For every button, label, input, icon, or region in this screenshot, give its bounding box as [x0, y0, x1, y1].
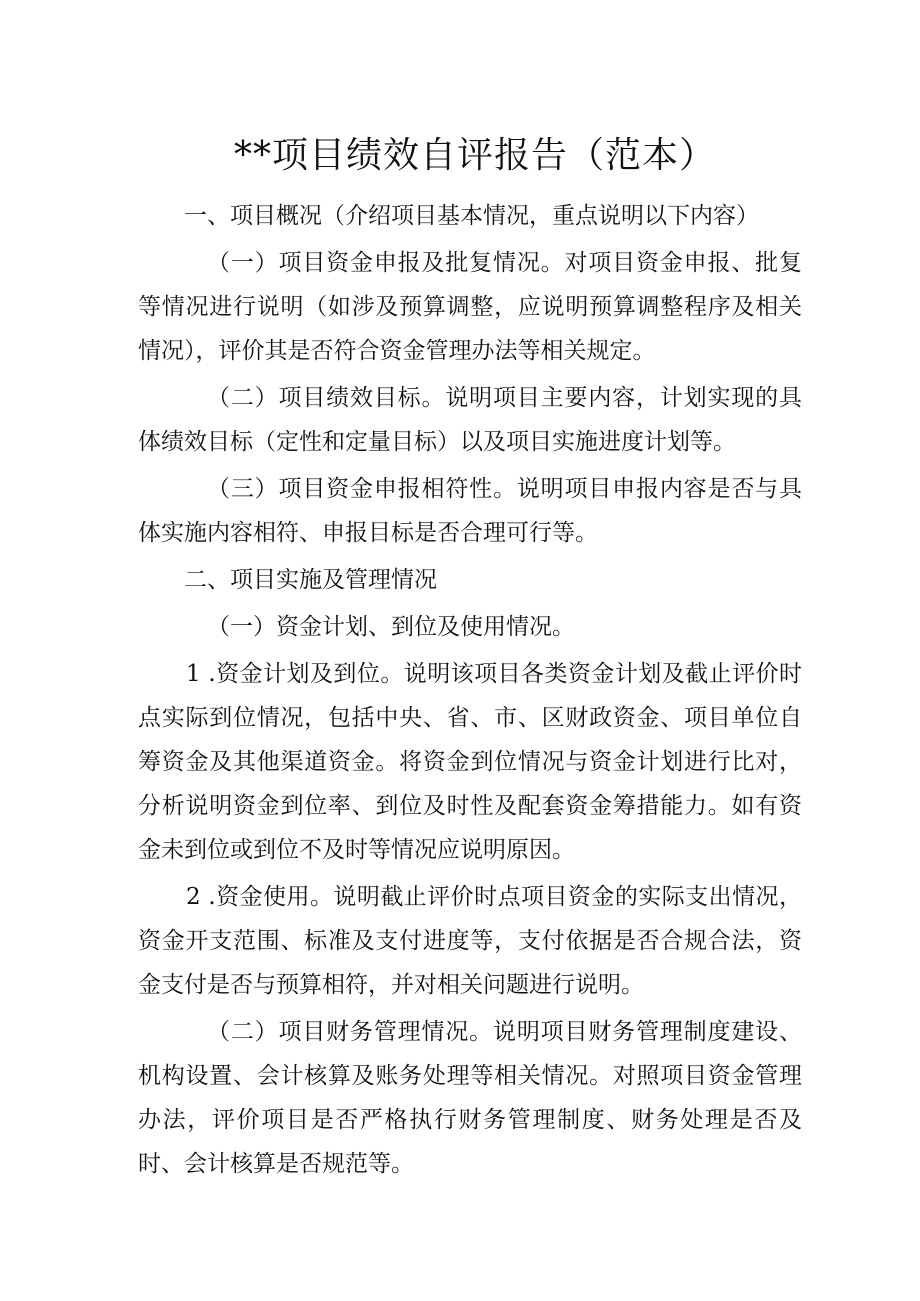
paragraph-fund-plan-arrival: 1 .资金计划及到位。说明该项目各类资金计划及截止评价时点实际到位情况，包括中央、省、市、区财政资金、项目单位自筹资金及其他渠道资金。将资金到位情况与资金计划进行比对，分析说明资金到位率、到位及时性及配套资金筹措能力。如有资金未到位或到位不及时等情况应说明原因。 [138, 661, 802, 863]
subheading-fund-plan: （一）资金计划、到位及使用情况。 [207, 614, 575, 640]
section-heading-overview: 一、项目概况（介绍项目基本情况，重点说明以下内容） [184, 203, 759, 229]
paragraph-application-consistency: （三）项目资金申报相符性。说明项目申报内容是否与具体实施内容相符、申报目标是否合理可行等。 [138, 476, 802, 546]
paragraph-financial-management: （二）项目财务管理情况。说明项目财务管理制度建设、机构设置、会计核算及账务处理等相关情况。对照项目资金管理办法，评价项目是否严格执行财务管理制度、财务处理是否及时、会计核算是否规范等。 [138, 1019, 802, 1177]
paragraph-funding-approval: （一）项目资金申报及批复情况。对项目资金申报、批复等情况进行说明（如涉及预算调整，应说明预算调整程序及相关情况），评价其是否符合资金管理办法等相关规定。 [138, 250, 802, 364]
paragraph-performance-goals: （二）项目绩效目标。说明项目主要内容，计划实现的具体绩效目标（定性和定量目标）以及项目实施进度计划等。 [138, 385, 802, 455]
paragraph-fund-use: 2 .资金使用。说明截止评价时点项目资金的实际支出情况，资金开支范围、标准及支付进度等，支付依据是否合规合法，资金支付是否与预算相符，并对相关问题进行说明。 [138, 884, 802, 998]
section-heading-implementation: 二、项目实施及管理情况 [184, 567, 437, 593]
document-title: **项目绩效自评报告（范本） [233, 135, 716, 176]
